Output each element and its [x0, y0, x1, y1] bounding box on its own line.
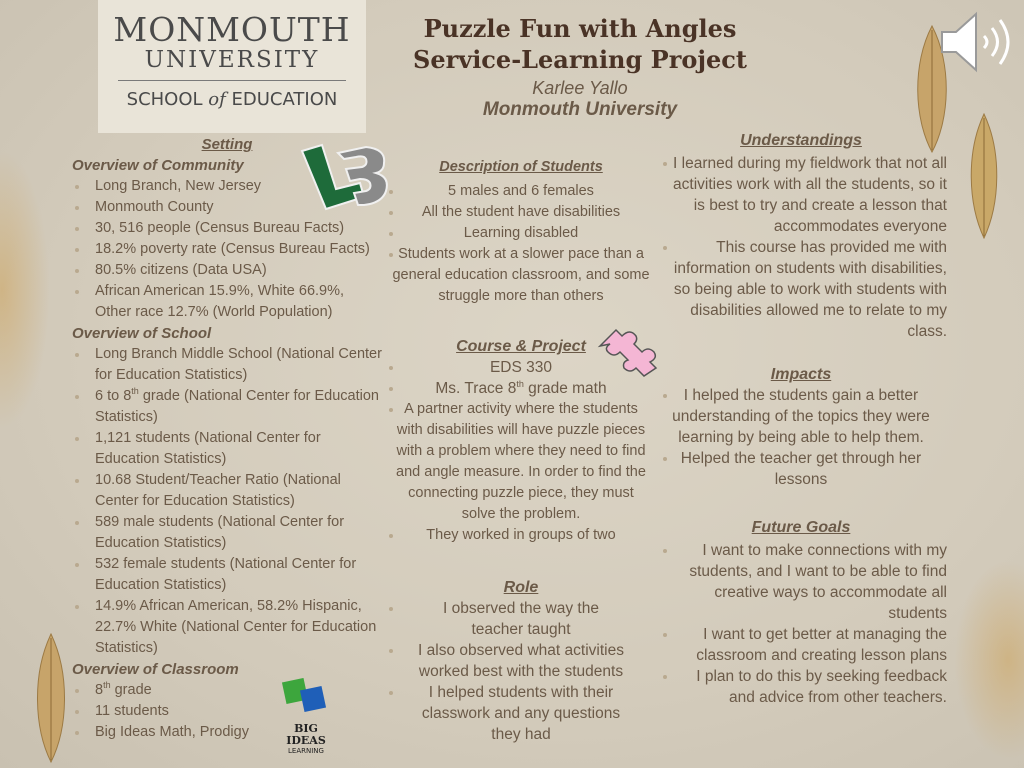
list-item: Big Ideas Math, Prodigy	[72, 722, 382, 743]
list-item: 11 students	[72, 701, 382, 722]
list-item: 14.9% African American, 58.2% Hispanic, 22.7% White (National Center for Education Statistics)	[72, 596, 382, 659]
list-item: I want to make connections with my students, and I want to be able to find creative ways to accommodate all students	[655, 540, 947, 624]
school-heading: Overview of School	[72, 325, 212, 342]
big-ideas-logo	[274, 678, 338, 755]
list-item: Monmouth County	[72, 197, 382, 218]
university-name: Monmouth University	[482, 99, 678, 120]
big-ideas-subtext: LEARNING	[288, 747, 324, 755]
speaker-icon[interactable]	[940, 10, 1020, 74]
future-goals-heading: Future Goals	[751, 519, 851, 536]
list-item: This course has provided me with information on students with disabilities, so being able to work with students with disabilities allowed me to relate to my class.	[655, 237, 947, 342]
gold-foil-decoration-left	[0, 150, 50, 430]
list-item: Long Branch Middle School (National Center for Education Statistics)	[72, 344, 382, 386]
poster-title-line-2: Service-Learning Project	[413, 45, 747, 74]
gold-foil-decoration-right	[954, 560, 1024, 760]
course-heading: Course & Project	[456, 338, 586, 355]
list-item: 5 males and 6 females	[385, 181, 657, 202]
gold-leaf-icon	[28, 632, 74, 766]
list-item: Helped the teacher get through her lessons	[655, 448, 947, 490]
poster-title-line-1: Puzzle Fun with Angles	[423, 14, 737, 43]
gold-leaf-icon	[962, 112, 1006, 242]
impacts-section	[655, 364, 947, 490]
list-item: EDS 330	[385, 357, 657, 378]
course-section	[385, 336, 657, 546]
logo-line-1: MONMOUTH	[113, 10, 351, 49]
community-heading: Overview of Community	[72, 157, 244, 174]
logo-line-2: UNIVERSITY	[144, 47, 320, 73]
list-item: 532 female students (National Center for Education Statistics)	[72, 554, 382, 596]
classroom-heading: Overview of Classroom	[72, 661, 239, 678]
list-item: I want to get better at managing the classroom and creating lesson plans	[655, 624, 947, 666]
description-heading: Description of Students	[439, 159, 603, 175]
big-ideas-squares-icon	[274, 678, 338, 718]
list-item: I helped the students gain a better understanding of the topics they were learning by being able to help them.	[655, 385, 947, 448]
impacts-heading: Impacts	[770, 366, 832, 383]
list-item: 8th grade	[72, 680, 382, 701]
list-item: 589 male students (National Center for Education Statistics)	[72, 512, 382, 554]
list-item: Long Branch, New Jersey	[72, 176, 382, 197]
role-section	[385, 577, 657, 745]
description-section	[385, 157, 657, 307]
list-item: I also observed what activities worked best with the students	[385, 640, 657, 682]
list-item: A partner activity where the students with disabilities will have puzzle pieces with a problem where they need to find and angle measure. In order to find the connecting puzzle piece, they must solve the problem.	[385, 399, 657, 525]
list-item: 80.5% citizens (Data USA)	[72, 260, 382, 281]
role-heading: Role	[503, 579, 539, 596]
list-item: I learned during my fieldwork that not all activities work with all the students, so it is best to try and create a lesson that accommodates everyone	[655, 153, 947, 237]
future-goals-section	[655, 517, 947, 708]
understandings-heading: Understandings	[740, 132, 862, 149]
logo-line-3: SCHOOL of EDUCATION	[126, 89, 338, 110]
list-item: Students work at a slower pace than a general education classroom, and some struggle more than others	[385, 244, 657, 307]
author-name: Karlee Yallo	[532, 78, 628, 98]
big-ideas-text: BIG IDEAS	[286, 722, 326, 747]
list-item: 30, 516 people (Census Bureau Facts)	[72, 218, 382, 239]
list-item: I helped students with their classwork and any questions they had	[385, 682, 657, 745]
list-item: All the student have disabilities	[385, 202, 657, 223]
list-item: Learning disabled	[385, 223, 657, 244]
list-item: Ms. Trace 8th grade math	[385, 378, 657, 399]
list-item: 6 to 8th grade (National Center for Education Statistics)	[72, 386, 382, 428]
setting-column	[72, 134, 382, 743]
logo-divider	[118, 80, 346, 81]
setting-heading: Setting	[201, 136, 253, 153]
list-item: African American 15.9%, White 66.9%, Other race 12.7% (World Population)	[72, 281, 382, 323]
list-item: They worked in groups of two	[385, 525, 657, 546]
list-item: 10.68 Student/Teacher Ratio (National Center for Education Statistics)	[72, 470, 382, 512]
list-item: 1,121 students (National Center for Education Statistics)	[72, 428, 382, 470]
list-item: 18.2% poverty rate (Census Bureau Facts)	[72, 239, 382, 260]
list-item: I observed the way the teacher taught	[385, 598, 657, 640]
list-item: I plan to do this by seeking feedback and advice from other teachers.	[655, 666, 947, 708]
understandings-section	[655, 130, 947, 342]
